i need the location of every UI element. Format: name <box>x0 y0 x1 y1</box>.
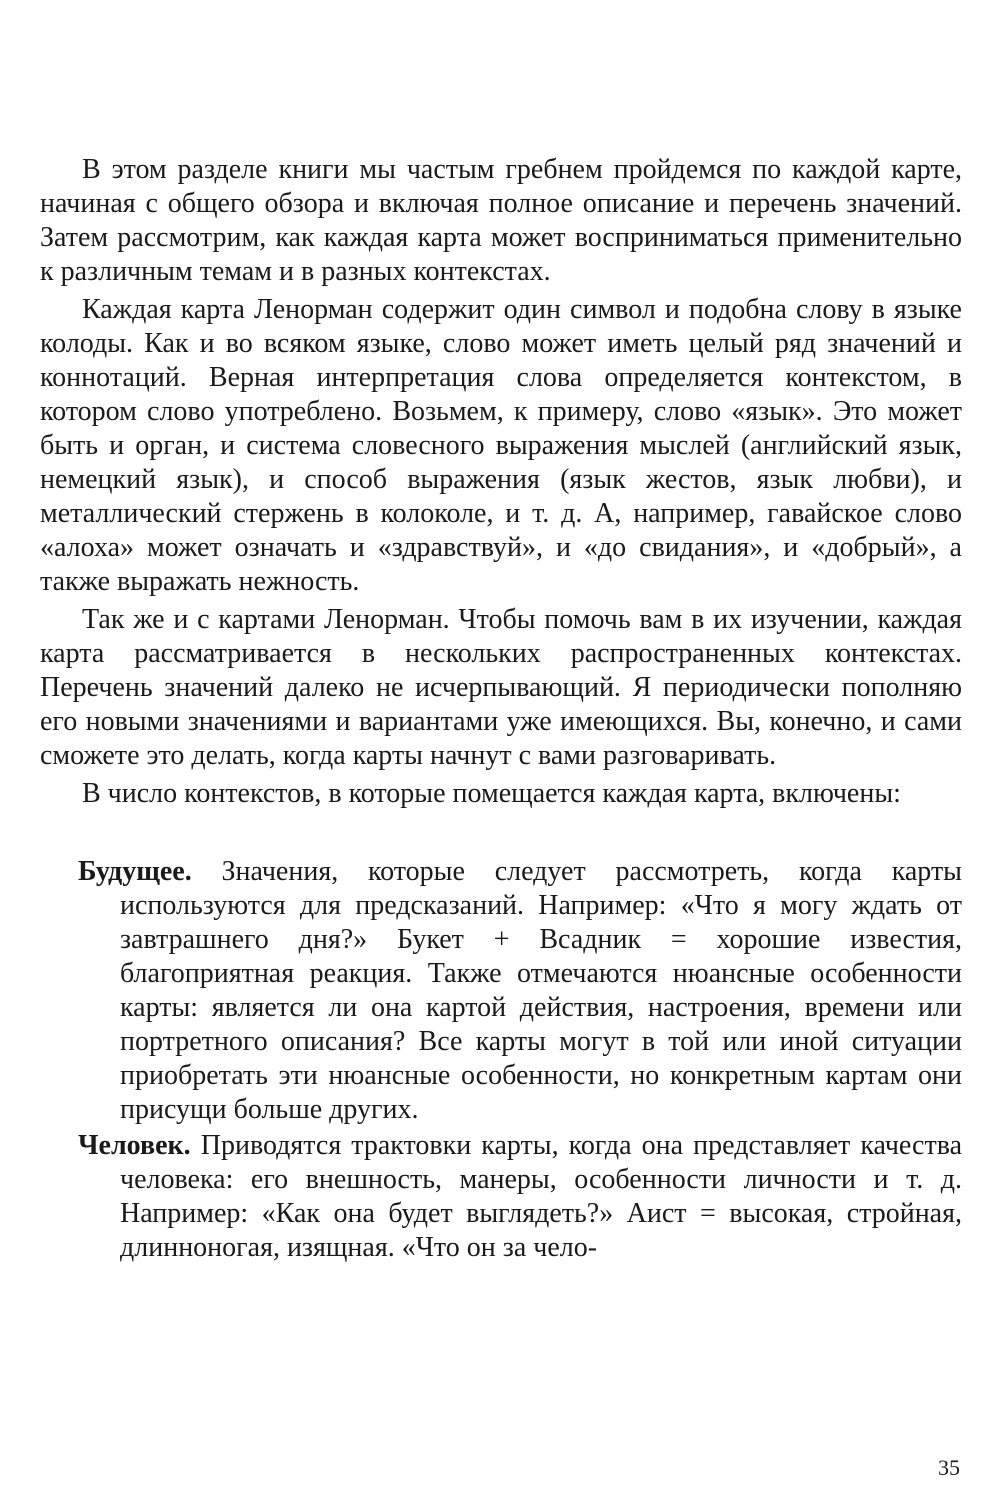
definition-text: Приводятся трактовки карты, когда она представляет качества человека: его внешность, манеры, особенности личности и т. д. Например: «Как она будет выглядеть?» Аист = высокая, стройная, длинноногая, изящная. «Что он за чело- <box>120 1130 962 1263</box>
definition-future <box>40 855 962 1127</box>
paragraph-4: В число контекстов, в которые помещается каждая карта, включены: <box>82 778 901 809</box>
paragraph-3: Так же и с картами Ленорман. Чтобы помочь вам в их изучении, каждая карта рассматривается в нескольких распространенных контекстах. Перечень значений далеко не исчерпывающий. Я периодически пополняю его новыми значениями и вариантами уже имеющихся. Вы, конечно, и сами сможете это делать, когда карты начнут с вами разговаривать. <box>40 604 962 771</box>
definition-term: Будущее. <box>78 856 192 887</box>
paragraph-2: Каждая карта Ленорман содержит один символ и подобна слову в языке колоды. Как и во всяком языке, слово может иметь целый ряд значений и коннотаций. Верная интерпретация слова определяется контекстом, в котором слово употреблено. Возьмем, к примеру, слово «язык». Это может быть и орган, и система словесного выражения мыслей (английский язык, немецкий язык), и способ выражения (язык жестов, язык любви), и металлический стержень в колоколе, и т. д. А, например, гавайское слово «алоха» может означать и «здравствуй», и «до свидания», и «добрый», а также выражать нежность. <box>40 294 962 597</box>
page-number: 35 <box>938 1455 960 1480</box>
definition-person <box>40 1129 962 1265</box>
page-content <box>40 153 962 1267</box>
definition-text: Значения, которые следует рассмотреть, когда карты используются для предсказаний. Например: «Что я могу ждать от завтрашнего дня?» Букет + Всадник = хорошие известия, благоприятная реакция. Также отмечаются нюансные особенности карты: является ли она картой действия, настроения, времени или портретного описания? Все карты могут в той или иной ситуации приобретать эти нюансные особенности, но конкретным картам они присущи больше других. <box>120 856 962 1125</box>
paragraph-1: В этом разделе книги мы частым гребнем пройдемся по каждой карте, начиная с общего обзора и включая полное описание и перечень значений. Затем рассмотрим, как каждая карта может восприниматься применительно к различным темам и в разных контекстах. <box>40 154 962 287</box>
context-definitions <box>40 855 962 1265</box>
definition-term: Человек. <box>78 1130 191 1161</box>
